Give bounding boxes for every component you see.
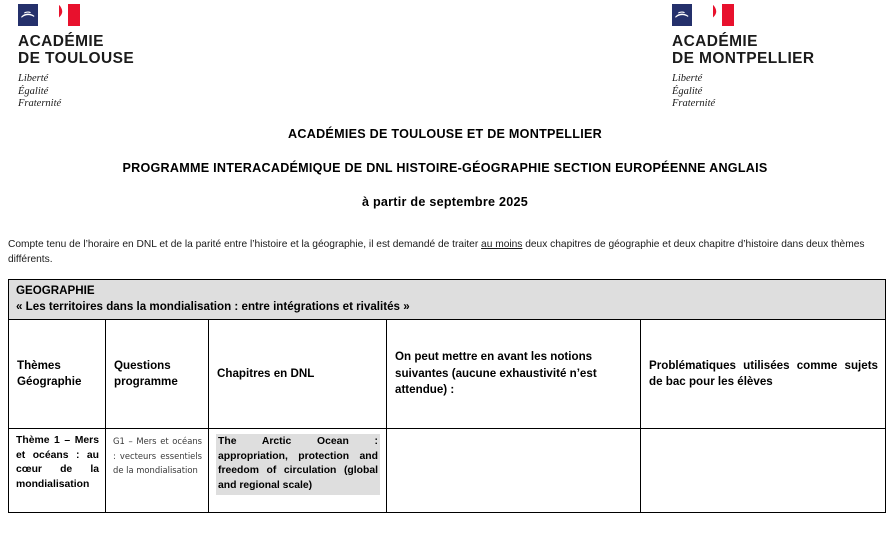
motto-liberte: Liberté [672,73,703,84]
column-header-chapitres: Chapitres en DNL [209,320,387,429]
chapter-text [216,434,380,495]
intro-text-part2: deux chapitres de géographie et deux chapitre d’histoire dans deux thèmes différents. [8,239,865,265]
document-titles [0,127,890,209]
column-header-problematiques: Problématiques utilisées comme sujets de bac pour les élèves [641,320,886,429]
cell-question [106,429,209,513]
intro-text-part1: Compte tenu de l’horaire en DNL et de la parité entre l’histoire et la géographie, il est demandé de traiter [8,239,482,250]
programme-table-wrapper [8,279,885,513]
banner-subject: GEOGRAPHIE [16,284,95,297]
banner-theme: « Les territoires dans la mondialisation : entre intégrations et rivalités » [16,299,410,313]
motto-fraternite: Fraternité [672,98,716,110]
question-text: G1 – Mers et océans : vecteurs essentiels de la mondialisation [113,436,202,476]
academie-toulouse-logo [18,4,134,111]
table-header-row [9,320,886,429]
logo-title-line2: DE TOULOUSE [18,50,135,67]
marianne-icon [674,8,692,21]
page-date: à partir de septembre 2025 [361,195,529,209]
column-header-themes: Thèmes Géographie [9,320,106,429]
theme-text: Thème 1 – Mers et océans : au cœur de la mondialisation [16,435,99,490]
table-banner-row [9,280,886,320]
logo-title-line2: DE MONTPELLIER [672,50,815,67]
motto-egalite: Égalité [18,85,49,97]
logo-title-line1: ACADÉMIE [18,33,104,50]
geography-banner-cell [9,280,886,320]
intro-emphasis: au moins [481,239,523,250]
logo-motto [672,73,815,111]
french-flag-icon [18,4,80,26]
cell-theme [9,429,106,513]
logo-title-line1: ACADÉMIE [672,33,758,50]
page-subtitle: PROGRAMME INTERACADÉMIQUE DE DNL HISTOIRE-GÉOGRAPHIE SECTION EUROPÉENNE ANGLAIS [122,161,768,175]
cell-chapter [209,429,387,513]
motto-egalite: Égalité [672,85,703,97]
marianne-profile-icon [713,4,722,26]
chapter-highlight: The Arctic Ocean : appropriation, protection and freedom of circulation (global and regional scale) [216,434,380,495]
cell-notions [387,429,641,513]
programme-table [8,279,886,513]
cell-problematiques [641,429,886,513]
motto-fraternite: Fraternité [18,98,62,110]
academie-montpellier-logo [672,4,815,111]
page-title: ACADÉMIES DE TOULOUSE ET DE MONTPELLIER [288,127,602,141]
intro-paragraph [8,237,886,267]
column-header-questions: Questions programme [106,320,209,429]
motto-liberte: Liberté [18,73,49,84]
french-flag-icon [672,4,734,26]
marianne-profile-icon [59,4,68,26]
table-row [9,429,886,513]
column-header-notions: On peut mettre en avant les notions suivantes (aucune exhaustivité n’est attendue) : [387,320,641,429]
logo-header [0,0,890,125]
marianne-icon [20,8,38,21]
logo-motto [18,73,134,111]
